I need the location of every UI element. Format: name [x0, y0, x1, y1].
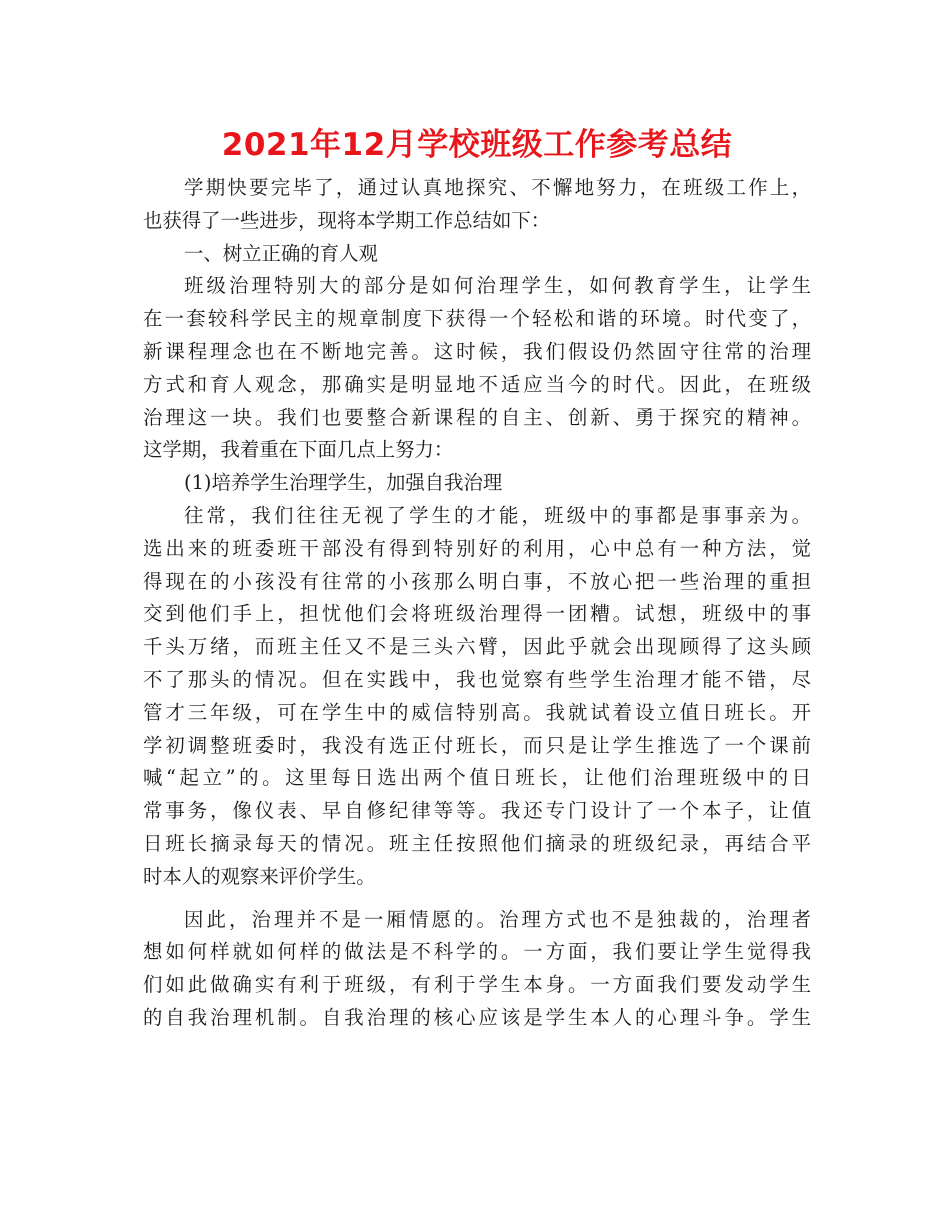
paragraph-gap: [143, 894, 811, 904]
paragraph: [143, 172, 811, 238]
paragraph: [143, 904, 811, 1035]
paragraph-line: 这学期，我着重在下面几点上努力：: [143, 438, 454, 462]
paragraph-line: 的自我治理机制。自我治理的核心应该是学生本人的心理斗争。学生: [143, 1005, 811, 1029]
paragraph-line: 学期快要完毕了，通过认真地探究、不懈地努力，在班级工作上，: [184, 176, 811, 199]
paragraph-line: 选出来的班委班干部没有得到特别好的利用，心中总有一种方法，觉: [143, 536, 811, 560]
paragraph: [143, 238, 811, 271]
document-page: [143, 122, 811, 1035]
paragraph-line: 一、树立正确的育人观: [184, 241, 378, 265]
paragraph-line: 交到他们手上，担忧他们会将班级治理得一团糟。试想，班级中的事: [143, 602, 811, 626]
paragraph-line: 因此，治理并不是一厢情愿的。治理方式也不是独裁的，治理者: [184, 907, 811, 931]
paragraph-line: 治理这一块。我们也要整合新课程的自主、创新、勇于探究的精神。: [143, 405, 811, 429]
paragraph: [143, 270, 811, 467]
paragraph-line: 也获得了一些进步，现将本学期工作总结如下：: [143, 208, 551, 232]
paragraph-line: 不了那头的情况。但在实践中，我也觉察有些学生治理才能不错，尽: [143, 667, 811, 691]
paragraph-line: 往常，我们往往无视了学生的才能，班级中的事都是事事亲为。: [184, 503, 811, 527]
paragraph-line: 班级治理特别大的部分是如何治理学生，如何教育学生，让学生: [184, 274, 811, 298]
paragraph-line: 们如此做确实有利于班级，有利于学生本身。一方面我们要发动学生: [143, 973, 811, 997]
paragraph-line: 学初调整班委时，我没有选正付班长，而只是让学生推选了一个课前: [143, 733, 811, 757]
document-body: [143, 172, 811, 1035]
paragraph-line: 在一套较科学民主的规章制度下获得一个轻松和谐的环境。时代变了，: [143, 307, 811, 331]
paragraph-line: 管才三年级，可在学生中的威信特别高。我就试着设立值日班长。开: [143, 700, 811, 724]
paragraph: [143, 500, 811, 894]
paragraph-line: 喊“起立”的。这里每日选出两个值日班长，让他们治理班级中的日: [143, 766, 811, 790]
paragraph-line: (1)培养学生治理学生，加强自我治理: [184, 471, 503, 495]
paragraph-line: 日班长摘录每天的情况。班主任按照他们摘录的班级纪录，再结合平: [143, 831, 811, 855]
paragraph-line: 得现在的小孩没有往常的小孩那么明白事，不放心把一些治理的重担: [143, 569, 811, 593]
paragraph-line: 方式和育人观念，那确实是明显地不适应当今的时代。因此，在班级: [143, 372, 811, 396]
paragraph: [143, 467, 811, 500]
document-title: 2021年12月学校班级工作参考总结: [221, 127, 733, 163]
paragraph-line: 常事务，像仪表、早自修纪律等等。我还专门设计了一个本子，让值: [143, 799, 811, 823]
paragraph-line: 想如何样就如何样的做法是不科学的。一方面，我们要让学生觉得我: [143, 940, 811, 964]
paragraph-line: 新课程理念也在不断地完善。这时候，我们假设仍然固守往常的治理: [143, 339, 811, 363]
paragraph-line: 千头万绪，而班主任又不是三头六臂，因此乎就会出现顾得了这头顾: [143, 635, 811, 659]
paragraph-line: 时本人的观察来评价学生。: [143, 864, 376, 888]
